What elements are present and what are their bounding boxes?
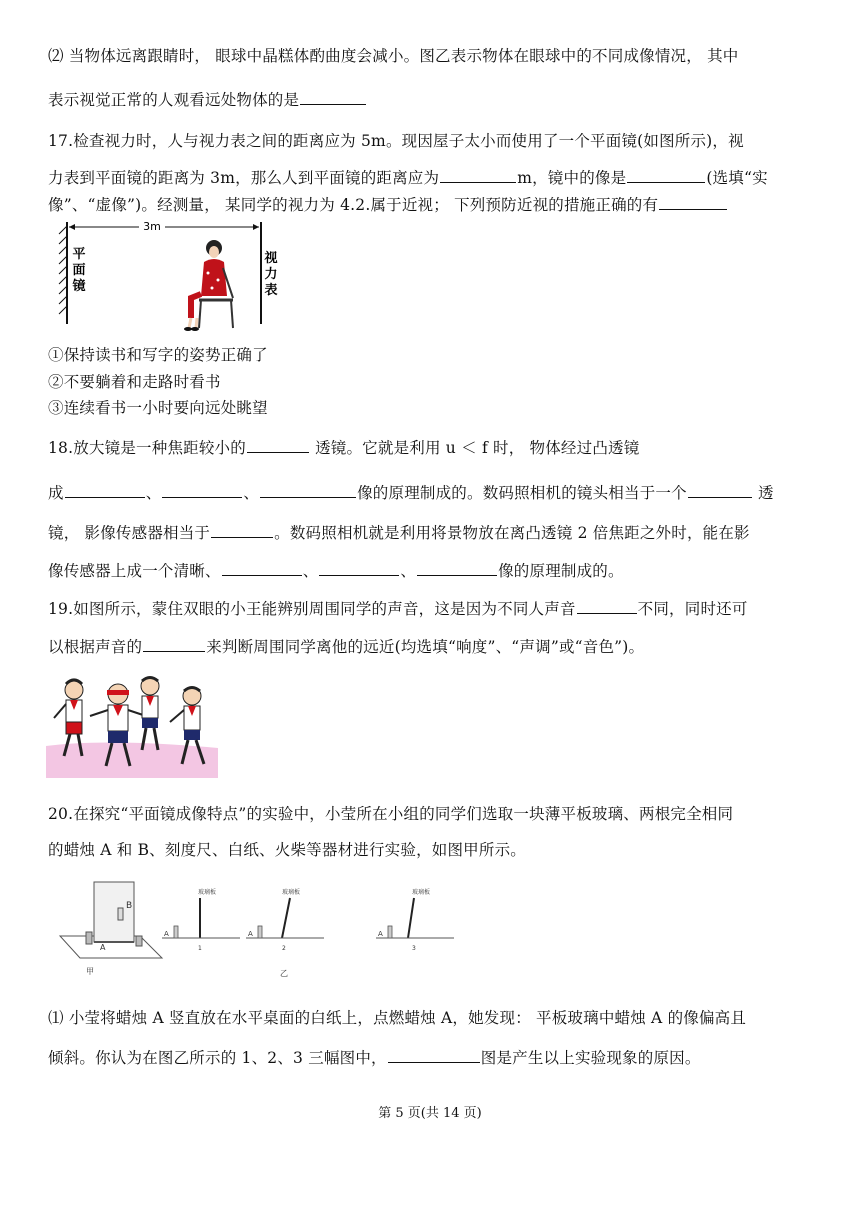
panel-2-number: 2 — [282, 945, 286, 952]
panel-1-candle-label: A — [164, 930, 169, 938]
answer-blank[interactable] — [300, 88, 366, 105]
q17-line1: 17.检查视力时，人与视力表之间的距离应为 5m。现因屋子太小而使用了一个平面镜(如图所示)，视 — [48, 132, 744, 150]
chart-label-2: 力 — [264, 267, 278, 282]
answer-blank[interactable] — [417, 559, 497, 576]
panel-2-title: 玻璃板 — [282, 889, 301, 896]
answer-blank[interactable] — [143, 635, 205, 652]
q20-line2: 的蜡烛 A 和 B、刻度尺、白纸、火柴等器材进行实验，如图甲所示。 — [48, 841, 526, 859]
seated-girl-illustration — [184, 240, 233, 331]
plane-mirror-experiment-figure — [50, 878, 470, 988]
q18-line4: 像传感器上成一个清晰、 、 、 像的原理制成的。 — [48, 559, 624, 581]
answer-blank[interactable] — [659, 193, 727, 210]
blindfold-children-illustration — [46, 668, 218, 778]
q20-part1-line2: 倾斜。你认为在图乙所示的 1、2、3 三幅图中， 图是产生以上实验现象的原因。 — [48, 1046, 701, 1068]
q18-line1: 18.放大镜是一种焦距较小的 透镜。它就是利用 u ＜ f 时， 物体经过凸透镜 — [48, 436, 639, 458]
q17-option-1: ①保持读书和写字的姿势正确了 — [48, 346, 268, 364]
answer-blank[interactable] — [260, 481, 356, 498]
chart-label-1: 视 — [264, 251, 278, 266]
mirror-label-2: 面 — [72, 263, 86, 278]
answer-blank[interactable] — [222, 559, 302, 576]
mirror-label-1: 平 — [72, 247, 86, 262]
panel-2-candle-label: A — [248, 930, 253, 938]
distance-label: 3m — [143, 220, 161, 233]
q19-line2: 以根据声音的 来判断周围同学离他的远近(均选填“响度”、“声调”或“音色”)。 — [48, 635, 644, 657]
candle-a-label-jia: A — [100, 943, 106, 952]
chart-label-3: 表 — [264, 283, 278, 298]
figure-yi-panel-1 — [162, 888, 240, 952]
answer-blank[interactable] — [388, 1046, 480, 1063]
q20-part1-line1: ⑴ 小莹将蜡烛 A 竖直放在水平桌面的白纸上，点燃蜡烛 A，她发现： 平板玻璃中蜡烛 A 的像偏高且 — [48, 1009, 747, 1027]
mirror-label-3: 镜 — [72, 279, 86, 294]
answer-blank[interactable] — [247, 436, 309, 453]
q16-part2-line2: 表示视觉正常的人观看远处物体的是 — [48, 88, 367, 110]
answer-blank[interactable] — [577, 597, 637, 614]
q17-option-3: ③连续看书一小时要向远处眺望 — [48, 399, 268, 417]
q17-option-2: ②不要躺着和走路时看书 — [48, 373, 221, 391]
answer-blank[interactable] — [65, 481, 145, 498]
answer-blank[interactable] — [162, 481, 242, 498]
panel-3-number: 3 — [412, 945, 416, 952]
q18-line3: 镜， 影像传感器相当于 。数码照相机就是利用将景物放在离凸透镜 2 倍焦距之外时，能在影 — [48, 521, 750, 543]
q18-line2: 成 、 、 像的原理制成的。数码照相机的镜头相当于一个 透 — [48, 481, 774, 503]
answer-blank[interactable] — [688, 481, 752, 498]
label-jia: 甲 — [86, 967, 94, 976]
q20-line1: 20.在探究“平面镜成像特点”的实验中，小莹所在小组的同学们选取一块薄平板玻璃、两根完全相同 — [48, 805, 734, 823]
answer-blank[interactable] — [627, 166, 705, 183]
figure-yi-panel-3 — [376, 888, 454, 952]
label-yi: 乙 — [280, 969, 288, 978]
answer-blank[interactable] — [440, 166, 516, 183]
q17-line2: 力表到平面镜的距离为 3m，那么人到平面镜的距离应为 m，镜中的像是 (选填“实 — [48, 166, 768, 188]
candle-b-label: B — [126, 901, 133, 911]
answer-blank[interactable] — [319, 559, 399, 576]
panel-3-candle-label: A — [378, 930, 383, 938]
figure-yi-panel-2 — [246, 888, 324, 978]
panel-1-number: 1 — [198, 945, 202, 952]
panel-3-title: 玻璃板 — [412, 889, 431, 896]
q19-line1: 19.如图所示，蒙住双眼的小王能辨别周围同学的声音，这是因为不同人声音 不同，同时还可 — [48, 597, 748, 619]
mirror-eye-chart-figure — [55, 218, 285, 338]
answer-blank[interactable] — [211, 521, 273, 538]
q17-line3: 像”、“虚像”)。经测量， 某同学的视力为 4.2.属于近视； 下列预防近视的措施正确的有 — [48, 193, 728, 215]
q16-part2-line1: ⑵ 当物体远离跟睛时， 眼球中晶糕体酌曲度会减小。图乙表示物体在眼球中的不同成像情况， 其中 — [48, 47, 739, 65]
page-footer: 第 5 页(共 14 页) — [378, 1106, 482, 1121]
panel-1-title: 玻璃板 — [198, 889, 217, 896]
figure-jia — [60, 882, 162, 976]
